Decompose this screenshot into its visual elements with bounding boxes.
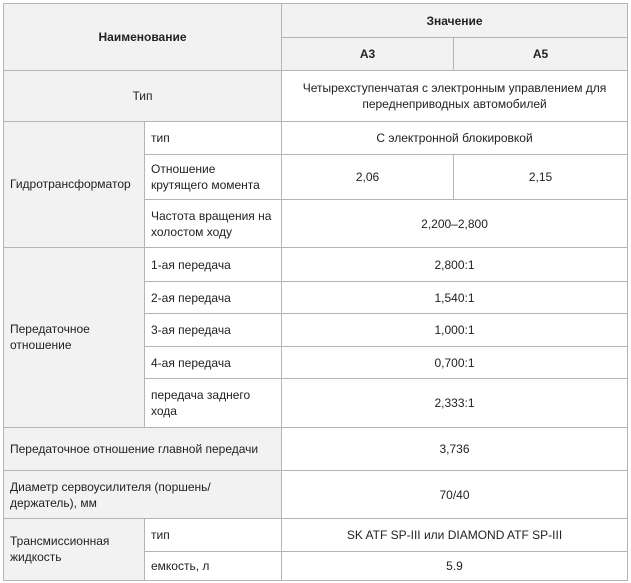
header-name: Наименование (4, 4, 282, 71)
header-value: Значение (282, 4, 628, 38)
gear-2-value: 1,540:1 (282, 282, 628, 314)
fluid-label: Трансмиссионная жидкость (4, 518, 145, 580)
gear-4-label: 4-ая передача (145, 347, 282, 379)
reverse-gear-label: передача заднего хода (145, 379, 282, 428)
servo-diameter-value: 70/40 (282, 471, 628, 519)
gear-1-value: 2,800:1 (282, 247, 628, 281)
gear-2-label: 2-ая передача (145, 282, 282, 314)
torque-converter-label: Гидротрансформатор (4, 121, 145, 247)
final-drive-label: Передаточное отношение главной передачи (4, 427, 282, 470)
gear-3-value: 1,000:1 (282, 314, 628, 347)
fluid-capacity-label: емкость, л (145, 551, 282, 580)
gear-4-value: 0,700:1 (282, 347, 628, 379)
torque-converter-type-label: тип (145, 121, 282, 154)
header-a3: A3 (282, 38, 454, 71)
torque-ratio-a5: 2,15 (454, 154, 628, 199)
fluid-type-value: SK ATF SP-III или DIAMOND ATF SP-III (282, 518, 628, 551)
idle-speed-label: Частота вращения на холостом ходу (145, 200, 282, 248)
reverse-gear-value: 2,333:1 (282, 379, 628, 428)
torque-ratio-label: Отношение крутящего момента (145, 154, 282, 199)
gear-3-label: 3-ая передача (145, 314, 282, 347)
fluid-capacity-value: 5.9 (282, 551, 628, 580)
idle-speed-value: 2,200–2,800 (282, 200, 628, 248)
type-label: Тип (4, 71, 282, 122)
torque-ratio-a3: 2,06 (282, 154, 454, 199)
final-drive-value: 3,736 (282, 427, 628, 470)
type-value: Четырехступенчатая с электронным управлением для переднеприводных автомобилей (282, 71, 628, 122)
header-a5: A5 (454, 38, 628, 71)
gear-1-label: 1-ая передача (145, 247, 282, 281)
torque-converter-type-value: С электронной блокировкой (282, 121, 628, 154)
fluid-type-label: тип (145, 518, 282, 551)
servo-diameter-label: Диаметр сервоусилителя (поршень/держатель), мм (4, 471, 282, 519)
specification-table (3, 3, 628, 581)
gear-ratio-label: Передаточное отношение (4, 247, 145, 427)
